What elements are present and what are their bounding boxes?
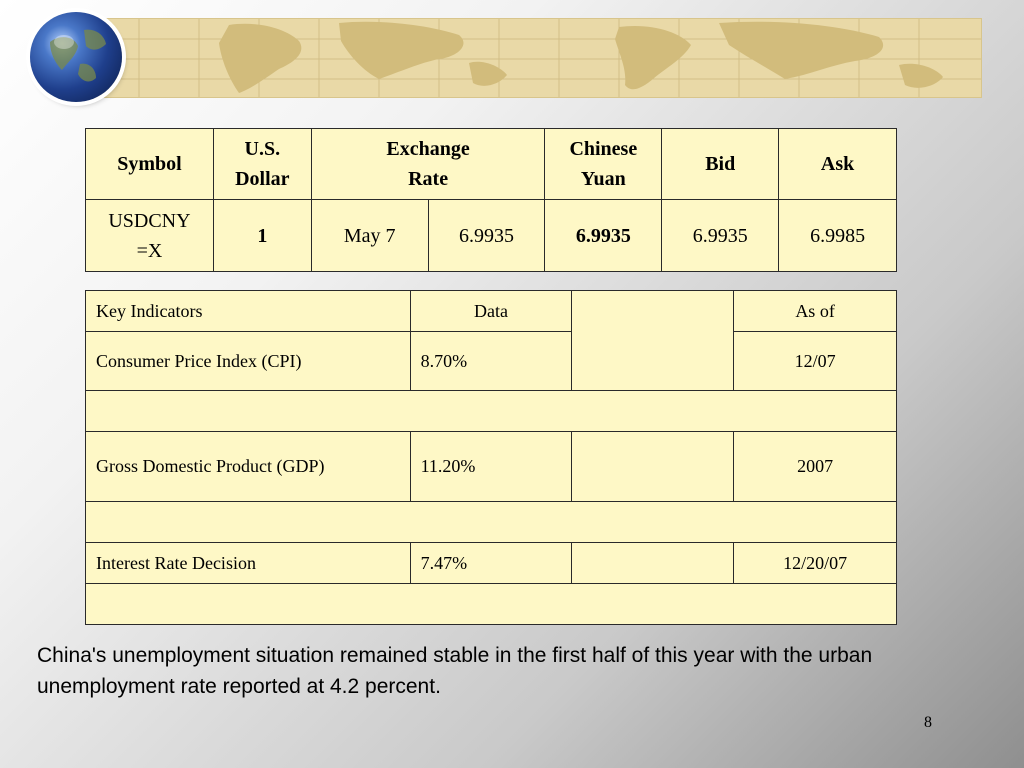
header-symbol: Symbol [86, 129, 214, 200]
globe-icon [30, 12, 122, 102]
cell-ask: 6.9985 [779, 200, 897, 272]
empty-cell [572, 291, 734, 391]
indicator-value: 7.47% [410, 543, 572, 584]
exchange-rate-table [85, 128, 897, 272]
spacer-row [86, 391, 897, 432]
cell-bid: 6.9935 [662, 200, 779, 272]
indicator-value: 8.70% [410, 332, 572, 391]
indicator-date: 12/20/07 [734, 543, 897, 584]
indicator-value: 11.20% [410, 432, 572, 502]
cell-date: May 7 [311, 200, 428, 272]
table-row [86, 432, 897, 502]
indicator-header-row [86, 291, 897, 332]
indicator-name: Consumer Price Index (CPI) [86, 332, 411, 391]
spacer-row [86, 502, 897, 543]
indicator-name: Gross Domestic Product (GDP) [86, 432, 411, 502]
header-key-indicators: Key Indicators [86, 291, 411, 332]
table-row [86, 332, 897, 391]
cell-symbol: USDCNY =X [86, 200, 214, 272]
cell-chinese-yuan: 6.9935 [545, 200, 662, 272]
header-as-of: As of [734, 291, 897, 332]
world-map-banner [78, 18, 982, 98]
header-chinese-yuan: Chinese Yuan [545, 129, 662, 200]
cell-us-dollar: 1 [213, 200, 311, 272]
cell-exchange-rate: 6.9935 [428, 200, 545, 272]
header-exchange-rate: Exchange Rate [311, 129, 545, 200]
empty-row-cell [86, 391, 897, 432]
page-number: 8 [924, 714, 932, 731]
quote-header-row [86, 129, 897, 200]
header-bid: Bid [662, 129, 779, 200]
empty-cell [572, 432, 734, 502]
table-row [86, 543, 897, 584]
indicator-date: 2007 [734, 432, 897, 502]
unemployment-caption: China's unemployment situation remained stable in the first half of this year with the urban unemployment rate reported at 4.2 percent. [37, 644, 873, 698]
quote-data-row [86, 200, 897, 272]
key-indicators-table [85, 290, 897, 625]
empty-row-cell [86, 502, 897, 543]
indicator-name: Interest Rate Decision [86, 543, 411, 584]
header-ask: Ask [779, 129, 897, 200]
empty-cell [572, 543, 734, 584]
header-data: Data [410, 291, 572, 332]
indicator-date: 12/07 [734, 332, 897, 391]
header-us-dollar: U.S. Dollar [213, 129, 311, 200]
spacer-row [86, 584, 897, 625]
empty-row-cell [86, 584, 897, 625]
